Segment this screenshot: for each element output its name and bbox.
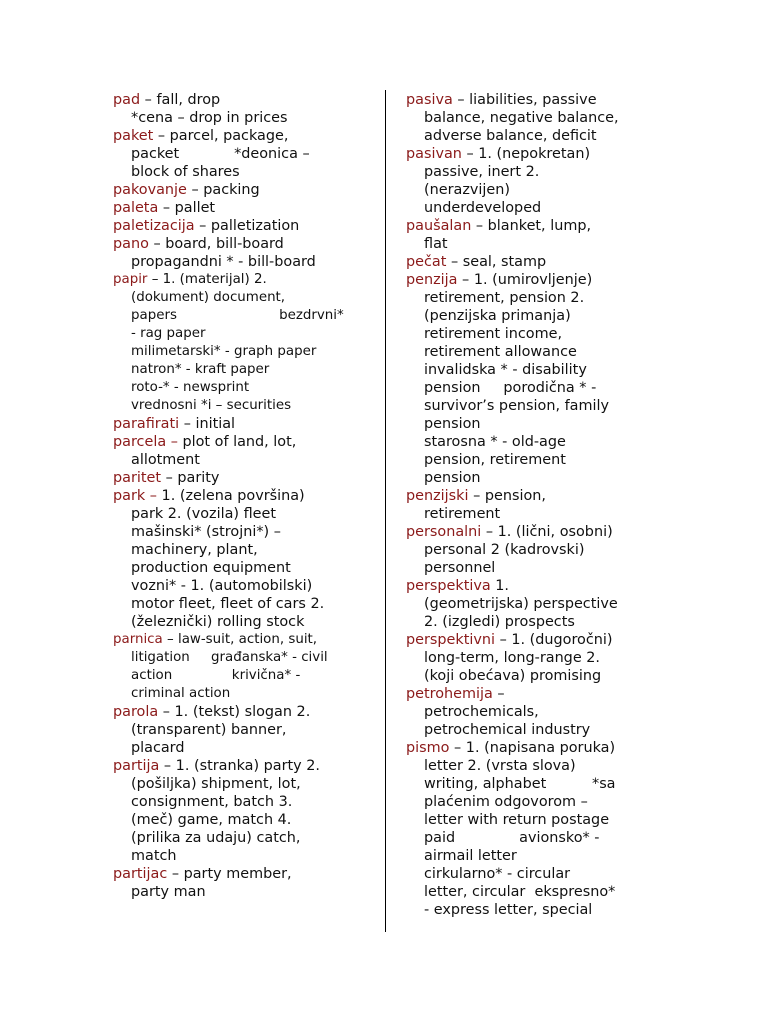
definition-line: airmail letter [424, 848, 517, 864]
definition-line: paid avionsko* - [424, 830, 600, 846]
dictionary-entry [113, 757, 343, 865]
headword: pasiva [406, 92, 453, 108]
definition-line: mašinski* (strojni*) – [131, 524, 281, 540]
definition: – 1. (umirovljenje) [457, 272, 593, 288]
definition: 1. [490, 578, 510, 594]
definition-line: packet *deonica – [131, 146, 310, 162]
definition: – 1. (stranka) party 2. [159, 758, 321, 774]
definition-line: pension, retirement [424, 452, 566, 468]
dictionary-entry [113, 91, 343, 127]
definition: plot of land, lot, [177, 434, 297, 450]
definition: – 1. (dugoročni) [495, 632, 613, 648]
dictionary-entry [113, 235, 343, 271]
dictionary-entry [113, 181, 343, 199]
headword: parola [113, 704, 159, 720]
dictionary-entry [113, 217, 343, 235]
column-divider [385, 90, 386, 932]
headword: petrohemija [406, 686, 493, 702]
definition-line: (geometrijska) perspective [424, 596, 618, 612]
dictionary-entry [113, 631, 343, 703]
dictionary-entry [406, 631, 656, 685]
definition: – 1. (materijal) 2. [147, 272, 267, 287]
definition-line: vrednosni *i – securities [131, 398, 292, 413]
headword: pano [113, 236, 149, 252]
definition-line: placard [131, 740, 185, 756]
definition-line: *cena – drop in prices [131, 110, 288, 126]
definition-line: personal 2 (kadrovski) [424, 542, 585, 558]
definition-line: (koji obećava) promising [424, 668, 602, 684]
definition-line: (železnički) rolling stock [131, 614, 305, 630]
definition-line: propagandni * - bill-board [131, 254, 316, 270]
dictionary-entry [406, 577, 656, 631]
dictionary-entry [113, 703, 343, 757]
dictionary-entry [406, 271, 656, 487]
definition: – liabilities, passive [452, 92, 597, 108]
definition: – palletization [194, 218, 300, 234]
definition: – 1. (tekst) slogan 2. [158, 704, 311, 720]
right-column [406, 91, 656, 919]
definition-line: long-term, long-range 2. [424, 650, 600, 666]
dictionary-entry [113, 469, 343, 487]
definition-line: letter 2. (vrsta slova) [424, 758, 576, 774]
definition-line: party man [131, 884, 206, 900]
dictionary-entry [113, 127, 343, 181]
headword: personalni [406, 524, 482, 540]
definition-line: machinery, plant, [131, 542, 258, 558]
dictionary-entry [406, 253, 656, 271]
definition: – 1. (napisana poruka) [449, 740, 616, 756]
dictionary-entry [113, 199, 343, 217]
definition: – 1. (nepokretan) [461, 146, 591, 162]
definition-line: letter, circular ekspresno* [424, 884, 616, 900]
definition-line: (transparent) banner, [131, 722, 287, 738]
headword: paleta [113, 200, 159, 216]
headword: pad [113, 92, 141, 108]
headword: park – [113, 488, 157, 504]
dictionary-entry [406, 739, 656, 919]
headword: penzija [406, 272, 458, 288]
definition-line: (penzijska primanja) [424, 308, 571, 324]
definition-line: pension [424, 470, 481, 486]
definition: – seal, stamp [446, 254, 547, 270]
definition-line: (dokument) document, [131, 290, 286, 305]
definition-line: retirement allowance [424, 344, 577, 360]
definition: 1. (zelena površina) [156, 488, 305, 504]
headword: paket [113, 128, 154, 144]
definition: – [492, 686, 505, 702]
definition-line: (nerazvijen) [424, 182, 510, 198]
definition-line: - express letter, special [424, 902, 593, 918]
definition-line: park 2. (vozila) fleet [131, 506, 276, 522]
definition-line: milimetarski* - graph paper [131, 344, 317, 359]
definition-line: adverse balance, deficit [424, 128, 597, 144]
headword: parnica [113, 632, 163, 647]
headword: pakovanje [113, 182, 187, 198]
definition-line: vozni* - 1. (automobilski) [131, 578, 313, 594]
definition: – fall, drop [140, 92, 221, 108]
dictionary-entry [406, 217, 656, 253]
definition-line: pension [424, 416, 481, 432]
definition-line: letter with return postage [424, 812, 610, 828]
definition: – pallet [158, 200, 216, 216]
definition: – board, bill-board [148, 236, 284, 252]
definition-line: production equipment [131, 560, 291, 576]
definition-line: survivor’s pension, family [424, 398, 610, 414]
definition-line: (pošiljka) shipment, lot, [131, 776, 301, 792]
definition-line: motor fleet, fleet of cars 2. [131, 596, 325, 612]
definition-line: roto-* - newsprint [131, 380, 250, 395]
definition-line: writing, alphabet *sa [424, 776, 616, 792]
definition: – blanket, lump, [471, 218, 592, 234]
dictionary-entry [406, 91, 656, 145]
definition-line: passive, inert 2. [424, 164, 540, 180]
definition-line: retirement income, [424, 326, 563, 342]
definition: – 1. (lični, osobni) [481, 524, 613, 540]
dictionary-entry [113, 433, 343, 469]
dictionary-entry [113, 865, 343, 901]
definition: – packing [186, 182, 260, 198]
headword: paušalan [406, 218, 472, 234]
definition-line: personnel [424, 560, 496, 576]
definition-line: pension porodična * - [424, 380, 597, 396]
headword: partijac [113, 866, 168, 882]
definition-line: papers bezdrvni* [131, 308, 344, 323]
headword: perspektiva [406, 578, 491, 594]
definition: – law-suit, action, suit, [162, 632, 318, 647]
dictionary-entry [406, 487, 656, 523]
definition: – parity [161, 470, 220, 486]
headword: partija [113, 758, 160, 774]
definition-line: consignment, batch 3. [131, 794, 293, 810]
definition-line: natron* - kraft paper [131, 362, 270, 377]
dictionary-entry [113, 415, 343, 433]
definition-line: match [131, 848, 177, 864]
headword: pasivan [406, 146, 462, 162]
headword: penzijski [406, 488, 469, 504]
dictionary-entry [113, 271, 343, 415]
definition: – parcel, package, [153, 128, 289, 144]
dictionary-entry [406, 145, 656, 217]
headword: parafirati [113, 416, 180, 432]
definition-line: underdeveloped [424, 200, 542, 216]
definition-line: (meč) game, match 4. [131, 812, 292, 828]
definition: – pension, [468, 488, 546, 504]
definition: – party member, [167, 866, 292, 882]
headword: perspektivni [406, 632, 495, 648]
definition-line: plaćenim odgovorom – [424, 794, 588, 810]
definition: – initial [179, 416, 236, 432]
headword: parcela – [113, 434, 178, 450]
definition-line: balance, negative balance, [424, 110, 619, 126]
headword: pismo [406, 740, 450, 756]
definition-line: (prilika za udaju) catch, [131, 830, 301, 846]
definition-line: cirkularno* - circular [424, 866, 571, 882]
definition-line: flat [424, 236, 448, 252]
dictionary-entry [113, 487, 343, 631]
definition-line: block of shares [131, 164, 240, 180]
definition-line: allotment [131, 452, 200, 468]
headword: papir [113, 272, 148, 287]
headword: paletizacija [113, 218, 195, 234]
definition-line: retirement [424, 506, 501, 522]
definition-line: litigation građanska* - civil [131, 650, 328, 665]
definition-line: invalidska * - disability [424, 362, 587, 378]
definition-line: retirement, pension 2. [424, 290, 585, 306]
dictionary-entry [406, 523, 656, 577]
left-column [113, 91, 343, 901]
definition-line: action krivična* - [131, 668, 301, 683]
definition-line: starosna * - old-age [424, 434, 566, 450]
definition-line: petrochemicals, [424, 704, 539, 720]
headword: paritet [113, 470, 162, 486]
definition-line: petrochemical industry [424, 722, 591, 738]
definition-line: criminal action [131, 686, 231, 701]
definition-line: - rag paper [131, 326, 206, 341]
definition-line: 2. (izgledi) prospects [424, 614, 575, 630]
dictionary-entry [406, 685, 656, 739]
headword: pečat [406, 254, 447, 270]
